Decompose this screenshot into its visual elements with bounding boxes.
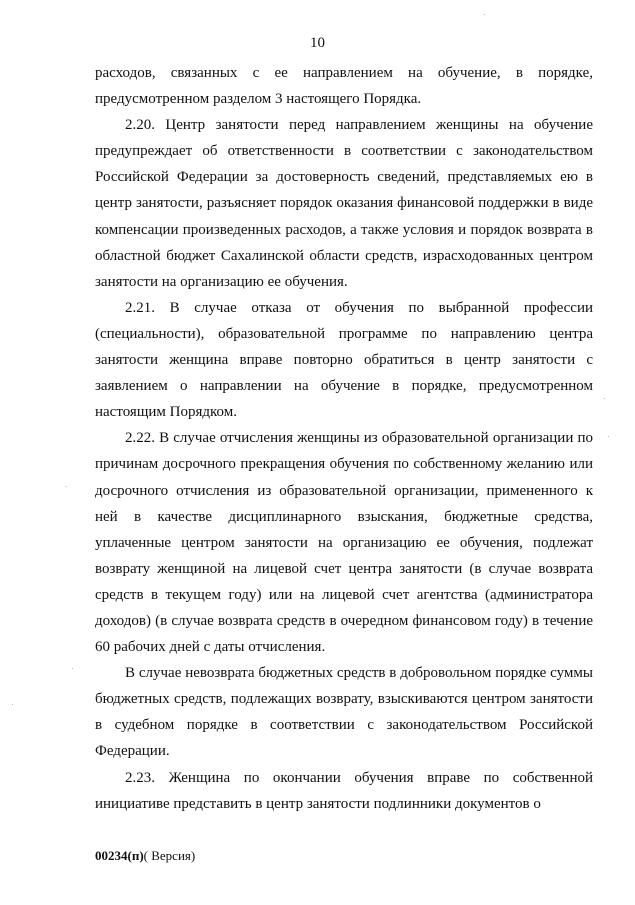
scan-speck bbox=[12, 704, 13, 705]
page-number: 10 bbox=[310, 35, 325, 51]
document-code: 00234(п) bbox=[95, 848, 144, 863]
scan-speck bbox=[604, 398, 605, 399]
scan-speck bbox=[66, 486, 67, 487]
scan-speck bbox=[72, 668, 73, 669]
document-version: ( Версия) bbox=[143, 848, 196, 863]
paragraph-continuation: расходов, связанных с ее направлением на обучение, в порядке, предусмотренном разделом 3 настоящего Порядка. bbox=[95, 65, 593, 108]
document-footer bbox=[95, 848, 195, 864]
paragraph-2-22: 2.22. В случае отчисления женщины из образовательной организации по причинам досрочного прекращения обучения по собственному желанию или досрочного отчисления из образовательной организации, примененного к ней в качестве дисциплинарного взыскания, бюджетные средства, уплаченные центром занятости на организацию ее обучения, подлежат возврату женщиной на лицевой счет центра занятости (в случае возврата средств в текущем году) или на лицевой счет агентства (администратора доходов) (в случае возврата средств в очередном финансовом году) в течение 60 рабочих дней с даты отчисления. bbox=[95, 430, 593, 656]
paragraph-2-20: 2.20. Центр занятости перед направлением женщины на обучение предупреждает об ответственности в соответствии с законодательством Российской Федерации за достоверность сведений, представляемых ею в центр занятости, разъясняет порядок оказания финансовой поддержки в виде компенсации произведенных расходов, а также условия и порядок возврата в областной бюджет Сахалинской области средств, израсходованных центром занятости на организацию ее обучения. bbox=[95, 117, 593, 290]
paragraph-non-return: В случае невозврата бюджетных средств в добровольном порядке суммы бюджетных средств, подлежащих возврату, взыскиваются центром занятости в судебном порядке в соответствии с законодательством Российской Федерации. bbox=[95, 665, 593, 760]
scan-speck bbox=[608, 436, 609, 437]
document-body bbox=[95, 60, 593, 817]
scan-speck bbox=[484, 14, 485, 15]
paragraph-2-23: 2.23. Женщина по окончании обучения вправе по собственной инициативе представить в центр занятости подлинники документов о bbox=[95, 769, 593, 812]
paragraph-2-21: 2.21. В случае отказа от обучения по выбранной профессии (специальности), образовательной программе по направлению центра занятости женщина вправе повторно обратиться в центр занятости с заявлением о направлении на обучение в порядке, предусмотренном настоящим Порядком. bbox=[95, 299, 593, 421]
